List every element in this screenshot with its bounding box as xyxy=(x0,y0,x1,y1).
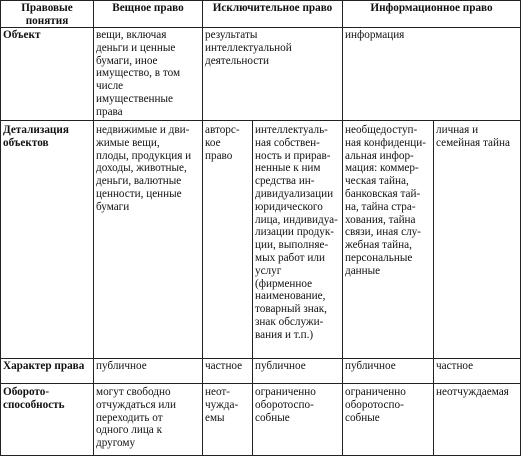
turnover-copyright: неот- чужда- емы xyxy=(205,386,239,424)
detail-confidential-information: необщедоступ- ная конфиденци- альная инфор- мация: коммер- ческая тайна, банковская тай- на, тайна стра- хования, тайна связи, иная слу- жебная тайна, персональные данные xyxy=(345,124,426,277)
turnover-property-law: могут свободно отчуждаться или переходить от одного лица к другому xyxy=(96,386,176,450)
header-divider xyxy=(0,27,521,28)
detail-intellectual-property: интеллектуаль- ная собствен- ность и прирав- ненные к ним средства ин- дивидуализации юридического лица, индивидуа- лизации продук- ции, выполняе- мых работ или услуг (фирменное наименование, товарный знак, знак обслужи- вания и т.п.) xyxy=(255,124,338,341)
nature-property-law: публичное xyxy=(96,360,147,372)
nature-intellectual-property: публичное xyxy=(255,360,306,372)
turnover-confidential-information: ограниченно оборотоспо- собные xyxy=(345,386,406,424)
detail-copyright: авторс- кое право xyxy=(205,124,240,162)
header-information-law: Информационное право xyxy=(370,2,493,14)
detail-property-law: недвижимые и дви- жимые вещи, плоды, продукция и доходы, животные, деньги, валютные ценности, ценные бумаги xyxy=(96,124,192,213)
row-label-turnover: Оборото- способность xyxy=(3,386,65,411)
row-divider-nature xyxy=(0,383,521,384)
column-divider-1 xyxy=(93,0,94,456)
object-exclusive-law: результаты интеллектуальной деятельности xyxy=(205,29,292,67)
header-legal-concepts: Правовые понятия xyxy=(21,2,73,27)
object-property-law: вещи, включая деньги и ценные бумаги, иное имущество, в том числе имущественные права xyxy=(96,29,181,118)
nature-copyright: частное xyxy=(205,360,243,372)
turnover-intellectual-property: ограниченно оборотоспо- собные xyxy=(255,386,316,424)
turnover-personal-secret: неотчуждаемая xyxy=(436,386,509,398)
table-border-top xyxy=(0,0,521,1)
row-label-detail: Детализация объектов xyxy=(3,124,69,149)
row-divider-object xyxy=(0,120,521,121)
object-information-law: информация xyxy=(345,29,405,41)
column-divider-2 xyxy=(202,0,203,456)
header-property-law: Вещное право xyxy=(112,2,184,14)
row-divider-detail xyxy=(0,358,521,359)
column-divider-4 xyxy=(342,0,343,456)
column-divider-5 xyxy=(433,121,434,456)
table-border-left xyxy=(0,0,1,456)
header-exclusive-law: Исключительное право xyxy=(212,2,333,14)
nature-confidential-information: публичное xyxy=(345,360,396,372)
nature-personal-secret: частное xyxy=(436,360,474,372)
row-label-nature: Характер права xyxy=(3,360,85,372)
detail-personal-secret: личная и семейная тайна xyxy=(436,124,510,149)
row-label-object: Объект xyxy=(3,29,41,41)
column-divider-3 xyxy=(252,121,253,456)
